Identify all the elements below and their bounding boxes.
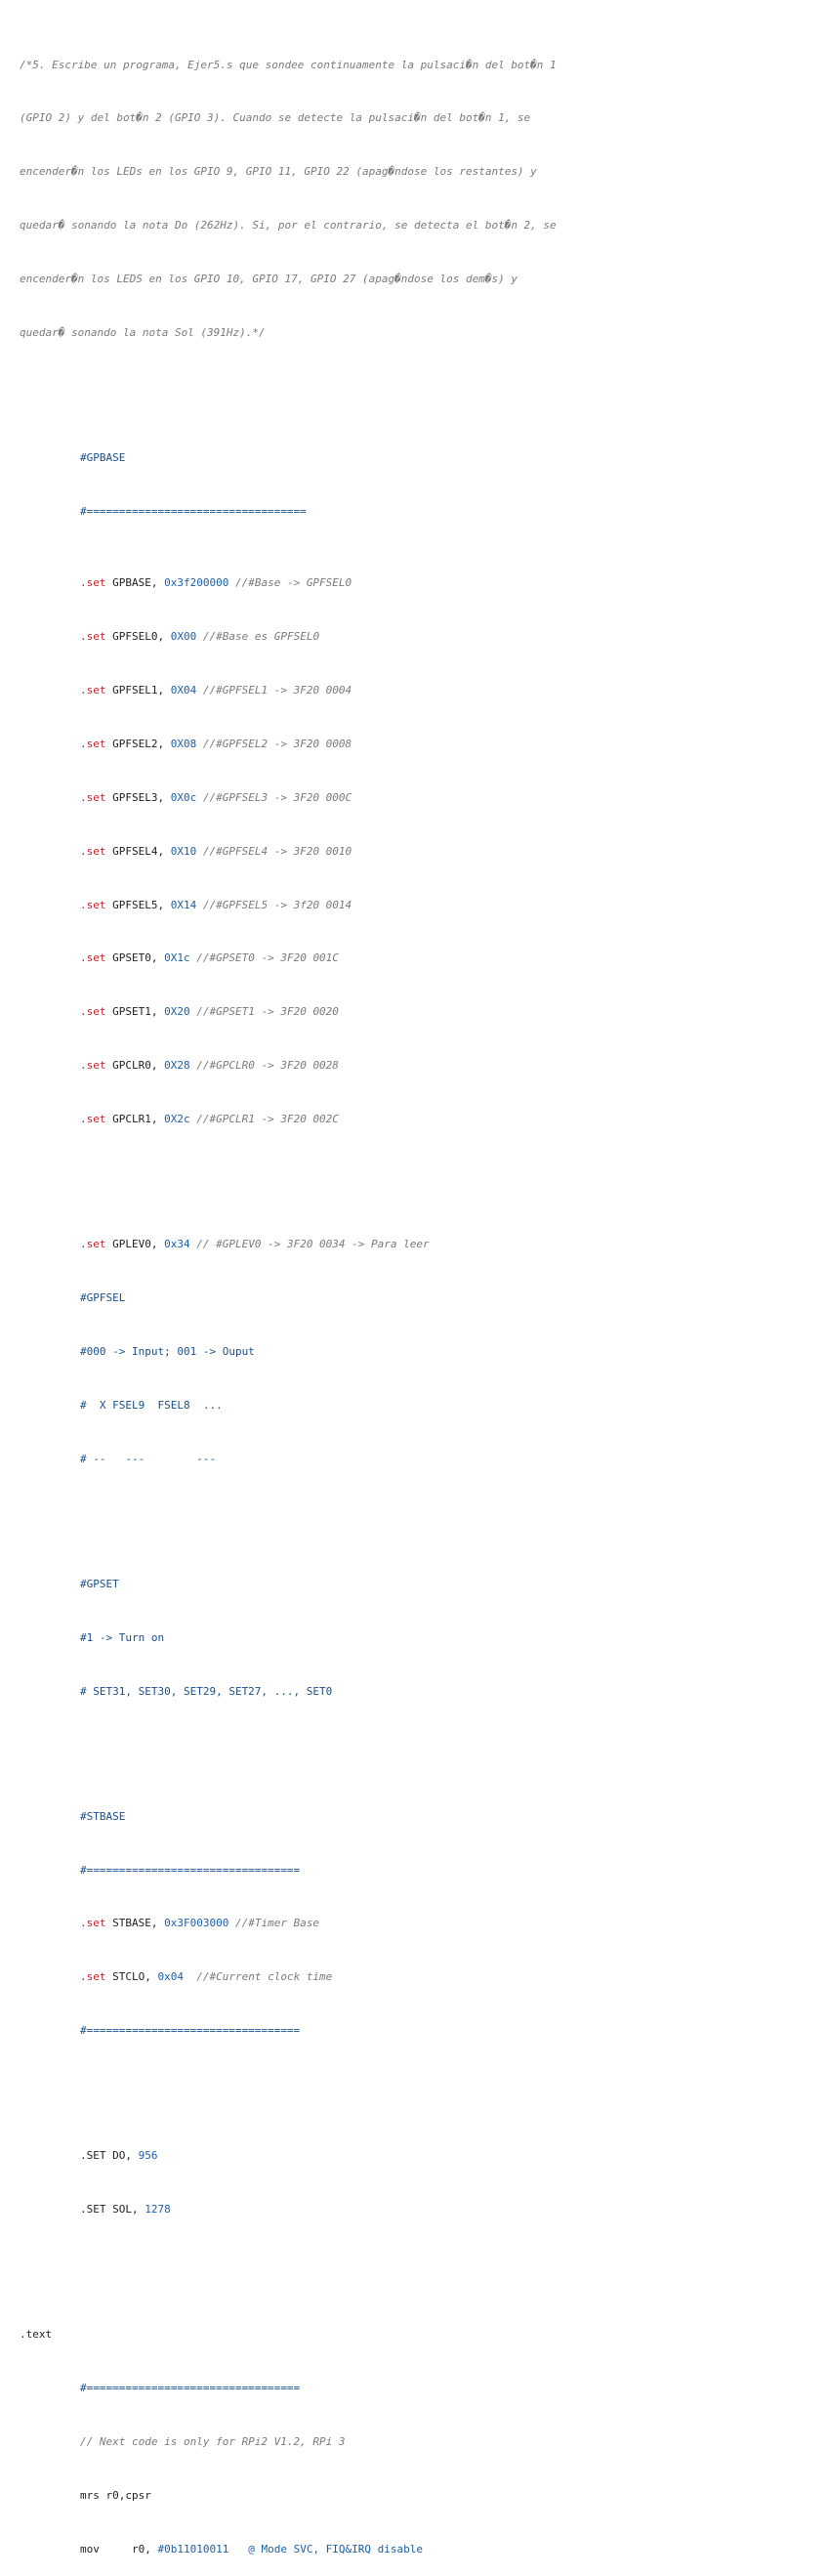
set-name: GPFSEL4,: [105, 844, 171, 858]
set-name: GPFSEL5,: [105, 898, 171, 911]
set-name: GPFSEL2,: [105, 737, 171, 750]
set-line-gpfsel1: [20, 682, 557, 699]
set-line-gpset1: [20, 1003, 557, 1021]
set-line-do: [20, 2147, 557, 2165]
set-comment: // #GPLEV0 -> 3F20 0034 -> Para leer: [189, 1238, 430, 1251]
set-line-stbase: [20, 1915, 557, 1932]
set-line-sol: [20, 2201, 557, 2218]
set-value: 0x3F003000: [164, 1917, 229, 1930]
set-keyword: .set: [80, 844, 106, 858]
set-keyword: .set: [80, 1970, 106, 1984]
set-value: 0x3f200000: [164, 576, 229, 590]
stbase-header: #STBASE: [80, 1809, 126, 1823]
text-directive: .text: [20, 2328, 53, 2342]
set-line-gpclr0: [20, 1057, 557, 1075]
set-name: GPSET1,: [105, 1005, 165, 1019]
set-comment: //#GPSET1 -> 3F20 0020: [189, 1005, 339, 1019]
set-comment: //#GPFSEL4 -> 3F20 0010: [196, 844, 352, 858]
set-name: STCLO,: [105, 1970, 158, 1984]
set-comment: //#GPFSEL5 -> 3f20 0014: [196, 898, 352, 911]
set-line-gplev0: [20, 1236, 557, 1253]
set-name: .SET DO,: [80, 2149, 139, 2163]
header-comment-line: quedar� sonando la nota Sol (391Hz).*/: [20, 326, 266, 340]
set-line-gpclr1: [20, 1111, 557, 1128]
set-line-stclo: [20, 1968, 557, 1986]
set-comment: //#Current clock time: [183, 1970, 333, 1984]
set-keyword: .set: [80, 1059, 106, 1073]
mov-operands: mov r0,: [80, 2542, 158, 2555]
set-value: 0X08: [170, 737, 197, 750]
set-name: STBASE,: [105, 1917, 165, 1930]
mrs-instruction: mrs r0,cpsr: [80, 2488, 151, 2502]
set-keyword: .set: [80, 1238, 106, 1251]
blank-line: [20, 2255, 557, 2272]
set-value: 0X28: [164, 1059, 190, 1073]
set-line-gpset0: [20, 950, 557, 967]
separator-line: #=================================: [80, 2024, 301, 2038]
set-value: 0X04: [170, 683, 197, 697]
set-name: GPSET0,: [105, 951, 165, 965]
mov-comment: @ Mode SVC, FIQ&IRQ disable: [228, 2542, 424, 2555]
set-comment: //#GPFSEL1 -> 3F20 0004: [196, 683, 352, 697]
set-keyword: .set: [80, 1917, 106, 1930]
set-value: 0X1c: [164, 951, 190, 965]
gpfsel-note: #000 -> Input; 001 -> Ouput: [80, 1344, 255, 1358]
blank-line: [20, 1504, 557, 1522]
set-line-gpfsel5: [20, 897, 557, 914]
set-value: 0x34: [164, 1238, 190, 1251]
header-comment-line: encender�n los LEDS en los GPIO 10, GPIO 17, GPIO 27 (apag�ndose los dem�s) y: [20, 273, 518, 286]
header-comment-line: /*5. Escribe un programa, Ejer5.s que sondee continuamente la pulsaci�n del bot�n 1: [20, 58, 557, 71]
set-value: 0X0c: [170, 790, 197, 804]
set-comment: //#Timer Base: [228, 1917, 320, 1930]
gpfsel-note: #GPFSEL: [80, 1291, 126, 1305]
separator-line: #=================================: [80, 2382, 301, 2395]
set-line-gpfsel0: [20, 628, 557, 646]
set-value: 1278: [145, 2203, 171, 2217]
code-editor: [20, 21, 557, 2576]
set-name: GPLEV0,: [105, 1238, 165, 1251]
header-comment-line: encender�n los LEDs en los GPIO 9, GPIO 11, GPIO 22 (apag�ndose los restantes) y: [20, 165, 537, 179]
set-line-gpfsel2: [20, 736, 557, 753]
set-keyword: .set: [80, 898, 106, 911]
set-keyword: .set: [80, 790, 106, 804]
blank-line: [20, 378, 557, 396]
set-comment: //#GPCLR0 -> 3F20 0028: [189, 1059, 339, 1073]
blank-line: [20, 2076, 557, 2093]
set-value: 0X14: [170, 898, 197, 911]
set-comment: //#GPFSEL3 -> 3F20 000C: [196, 790, 352, 804]
set-name: GPFSEL1,: [105, 683, 171, 697]
header-comment-line: quedar� sonando la nota Do (262Hz). Si, por el contrario, se detecta el bot�n 2, se: [20, 219, 557, 232]
set-name: GPCLR1,: [105, 1113, 165, 1126]
set-keyword: .set: [80, 737, 106, 750]
set-keyword: .set: [80, 630, 106, 644]
set-value: 0X2c: [164, 1113, 190, 1126]
blank-line: [20, 1737, 557, 1754]
set-value: 0x04: [157, 1970, 184, 1984]
set-comment: //#GPFSEL2 -> 3F20 0008: [196, 737, 352, 750]
gpset-note: #1 -> Turn on: [80, 1630, 165, 1644]
gpbase-header: #GPBASE: [80, 451, 126, 465]
set-name: GPCLR0,: [105, 1059, 165, 1073]
set-value: 0X10: [170, 844, 197, 858]
set-keyword: .set: [80, 1113, 106, 1126]
header-comment-line: (GPIO 2) y del bot�n 2 (GPIO 3). Cuando se detecte la pulsaci�n del bot�n 1, se: [20, 111, 531, 125]
set-name: GPFSEL3,: [105, 790, 171, 804]
set-comment: //#Base -> GPFSEL0: [228, 576, 352, 590]
set-comment: //#Base es GPFSEL0: [196, 630, 320, 644]
mov-immediate: #0b11010011: [157, 2542, 229, 2555]
mov-instruction: [20, 2541, 557, 2558]
gpset-note: # SET31, SET30, SET29, SET27, ..., SET0: [80, 1684, 333, 1698]
set-comment: //#GPSET0 -> 3F20 001C: [189, 951, 339, 965]
blank-line: [20, 1164, 557, 1182]
set-keyword: .set: [80, 683, 106, 697]
set-line-gpfsel3: [20, 789, 557, 807]
gpfsel-note: # -- --- ---: [80, 1452, 217, 1465]
set-value: 0X20: [164, 1005, 190, 1019]
set-name: GPFSEL0,: [105, 630, 171, 644]
set-name: .SET SOL,: [80, 2203, 145, 2217]
set-line-gpbase: [20, 574, 557, 592]
set-keyword: .set: [80, 1005, 106, 1019]
set-keyword: .set: [80, 576, 106, 590]
set-comment: //#GPCLR1 -> 3F20 002C: [189, 1113, 339, 1126]
separator-line: #==================================: [80, 505, 307, 519]
gpfsel-note: # X FSEL9 FSEL8 ...: [80, 1398, 223, 1412]
separator-line: #=================================: [80, 1863, 301, 1877]
gpset-note: #GPSET: [80, 1577, 119, 1590]
set-value: 0X00: [170, 630, 197, 644]
set-name: GPBASE,: [105, 576, 165, 590]
set-value: 956: [138, 2149, 158, 2163]
set-keyword: .set: [80, 951, 106, 965]
rpi-comment: // Next code is only for RPi2 V1.2, RPi 3: [80, 2435, 346, 2449]
set-line-gpfsel4: [20, 843, 557, 861]
